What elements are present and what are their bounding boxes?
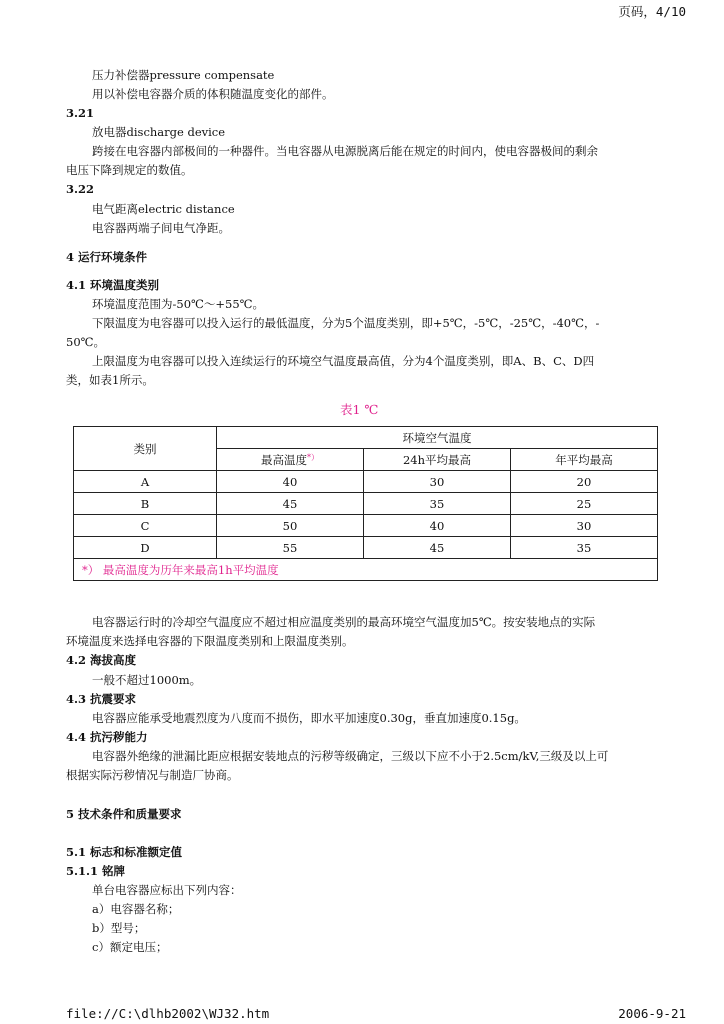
section-heading: 5 技术条件和质量要求 [66,807,182,821]
paragraph: 环境温度范围为-50℃～+55℃。 [92,297,265,311]
term-electric-distance: 电气距离electric distance [92,202,235,216]
table-caption: 表1 ℃ [340,402,379,417]
subsection-heading: 4.2 海拔高度 [66,653,137,667]
paragraph: 50℃。 [66,335,105,349]
paragraph: 下限温度为电容器可以投入运行的最低温度，分为5个温度类别，即+5℃，-5℃，-25℃，-40℃，- [92,316,600,330]
table-cell: C [74,515,217,537]
table-cell: 30 [364,471,511,493]
table-header-24h: 24h平均最高 [364,449,511,471]
list-item: a）电容器名称； [92,902,180,916]
table-cell: 20 [511,471,658,493]
footer-file-path: file://C:\dlhb2002\WJ32.htm [66,1006,270,1021]
paragraph: 上限温度为电容器可以投入连续运行的环境空气温度最高值，分为4个温度类别，即A、B、C、D四 [92,354,595,368]
table-cell: B [74,493,217,515]
paragraph: 单台电容器应标出下列内容： [92,883,242,897]
table-cell: 55 [217,537,364,559]
table-header-category: 类别 [74,427,217,471]
paragraph: 电容器运行时的冷却空气温度应不超过相应温度类别的最高环境空气温度加5℃。按安装地点的实际 [92,615,596,629]
table-cell: 30 [511,515,658,537]
section-number: 3.21 [66,106,95,120]
term-pressure-compensate: 压力补偿器pressure compensate [92,68,275,82]
table-header-max: 最高温度*） [217,449,364,471]
table-cell: 45 [217,493,364,515]
subsection-heading: 4.4 抗污秽能力 [66,730,148,744]
section-number: 3.22 [66,182,95,196]
paragraph: 环境温度来选择电容器的下限温度类别和上限温度类别。 [66,634,354,648]
subsection-heading: 5.1.1 铭牌 [66,864,126,878]
table-header-group: 环境空气温度 [217,427,658,449]
paragraph: 一般不超过1000m。 [92,673,202,687]
paragraph: 类，如表1所示。 [66,373,154,387]
subsection-heading: 5.1 标志和标准额定值 [66,845,183,859]
definition-text: 跨接在电容器内部极间的一种器件。当电容器从电源脱离后能在规定的时间内，使电容器极间的剩余 [92,144,598,158]
temperature-category-table [73,426,658,581]
footer-date: 2006-9-21 [618,1006,686,1021]
table-cell: D [74,537,217,559]
table-row [74,493,658,515]
term-discharge-device: 放电器discharge device [92,125,226,139]
page-number: 页码，4/10 [618,4,686,19]
table-cell: 25 [511,493,658,515]
definition-text: 电压下降到规定的数值。 [66,163,193,177]
paragraph: 电容器应能承受地震烈度为八度而不损伤，即水平加速度0.30g，垂直加速度0.15g。 [92,711,526,725]
table-row [74,537,658,559]
table-cell: 40 [364,515,511,537]
paragraph: 根据实际污秽情况与制造厂协商。 [66,768,239,782]
definition-text: 电容器两端子间电气净距。 [92,221,230,235]
footnote-mark: *） [307,452,319,462]
table-cell: 35 [511,537,658,559]
subsection-heading: 4.1 环境温度类别 [66,278,160,292]
table-cell: 40 [217,471,364,493]
section-heading: 4 运行环境条件 [66,250,148,264]
table-header-annual: 年平均最高 [511,449,658,471]
list-item: b）型号； [92,921,146,935]
paragraph: 电容器外绝缘的泄漏比距应根据安装地点的污秽等级确定，三级以下应不小于2.5cm/kV,三级及以上可 [92,749,609,763]
definition-text: 用以补偿电容器介质的体积随温度变化的部件。 [92,87,334,101]
subsection-heading: 4.3 抗震要求 [66,692,137,706]
table-cell: 50 [217,515,364,537]
table-cell: 45 [364,537,511,559]
table-cell: A [74,471,217,493]
table-footnote: *） 最高温度为历年来最高1h平均温度 [74,559,658,581]
table-row [74,515,658,537]
table-cell: 35 [364,493,511,515]
table-row [74,471,658,493]
list-item: c）额定电压； [92,940,168,954]
